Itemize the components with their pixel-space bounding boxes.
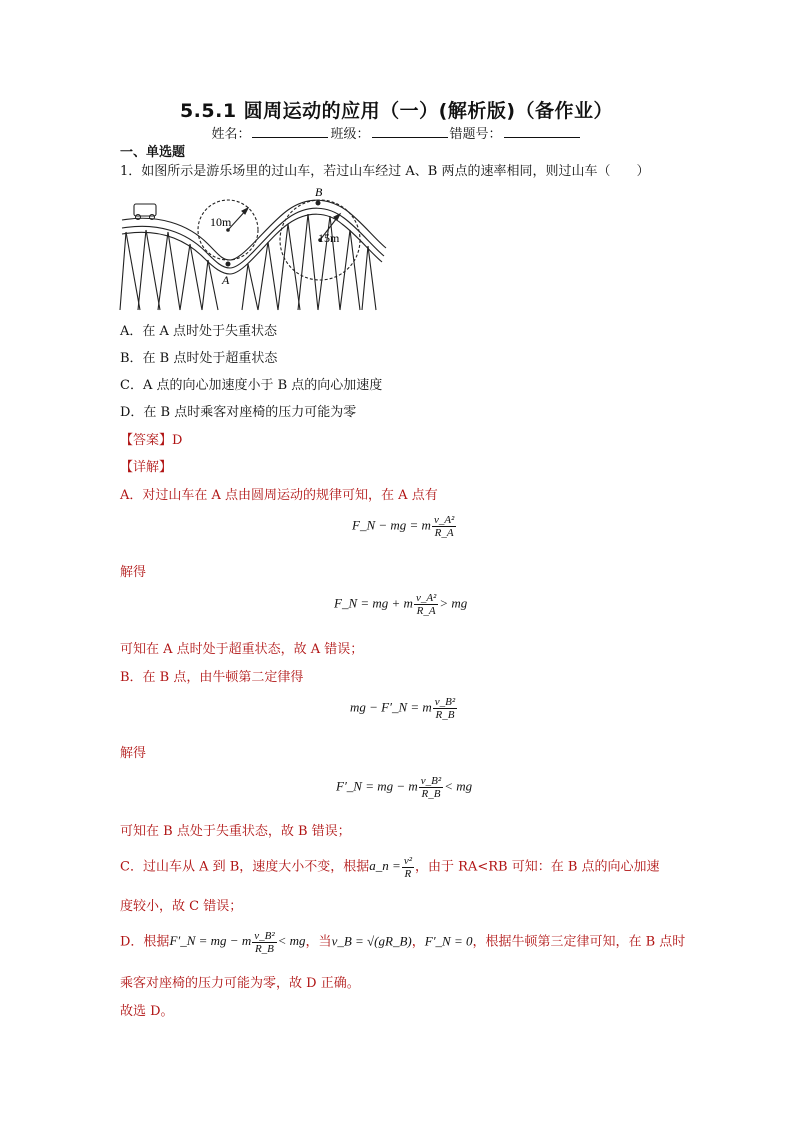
name-label: 姓名： [211, 127, 251, 142]
analysis-b-conclusion: 可知在 B 点处于失重状态，故 B 错误； [120, 824, 351, 839]
eq2-denominator: R_A [416, 605, 436, 617]
analysis-d-part3: ，根据牛顿第三定律可知，在 B 点时 [472, 934, 686, 950]
eq1-numerator: v_A² [433, 514, 455, 526]
student-info-line [0, 123, 793, 142]
final-answer: 故选 D。 [120, 1004, 174, 1019]
equation-3 [350, 696, 458, 721]
analysis-b-intro: B．在 B 点，由牛顿第二定律得 [120, 670, 304, 685]
eq3-denominator: R_B [435, 709, 455, 721]
d-formula-1-numerator: v_B² [254, 930, 275, 942]
eq4-rhs: < mg [444, 778, 473, 794]
solve-label-2: 解得 [120, 746, 147, 761]
radius-a-label: 10m [210, 215, 232, 229]
d-formula-3: F′_N = 0 [424, 933, 473, 949]
equation-1 [352, 514, 457, 539]
eq1-denominator: R_A [434, 527, 454, 539]
d-formula-2: v_B = √(gR_B) [331, 933, 412, 949]
eq3-lhs: mg − F′_N = m [350, 699, 432, 715]
analysis-a-intro: A．对过山车在 A 点由圆周运动的规律可知，在 A 点有 [120, 488, 438, 503]
analysis-d-part2: ，当 [305, 934, 332, 950]
eq4-lhs: F′_N = mg − m [336, 778, 418, 794]
d-formula-1-rhs: < mg [277, 933, 306, 949]
roller-coaster-figure [118, 184, 390, 312]
option-c: C．A 点的向心加速度小于 B 点的向心加速度 [120, 378, 383, 393]
class-label: 班级： [330, 127, 370, 142]
equation-2 [334, 592, 467, 617]
point-a-label: A [222, 273, 230, 287]
c-formula-denominator: R [404, 868, 412, 880]
wrong-number-label: 错题号： [449, 127, 502, 142]
option-d: D．在 B 点时乘客对座椅的压力可能为零 [120, 405, 357, 420]
eq4-denominator: R_B [421, 788, 441, 800]
analysis-c-part1: C．过山车从 A 到 B，速度大小不变，根据 [120, 859, 370, 875]
d-formula-1 [169, 930, 306, 955]
solve-label-1: 解得 [120, 565, 147, 580]
page-title: 5.5.1 圆周运动的应用（一）(解析版)（备作业） [179, 100, 614, 122]
answer-line: 【答案】D [120, 433, 183, 448]
eq2-numerator: v_A² [415, 592, 437, 604]
analysis-d-line: D．根据F′_N = mg − m $\frac{\text{v\_B²}}{R\_B}$ < mg，当v_B = √(gR_B)，F′_N = 0，根据牛顿第三定律可知，在 B 点时 [120, 930, 686, 955]
d-formula-1-lhs: F′_N = mg − m [169, 933, 252, 949]
d-formula-1-denominator: R_B [254, 943, 274, 955]
detail-label: 【详解】 [120, 460, 173, 475]
analysis-c-part3: 度较小，故 C 错误； [120, 899, 243, 914]
c-formula-lhs: a_n = [369, 858, 401, 874]
eq3-numerator: v_B² [434, 696, 456, 708]
section-heading: 一、单选题 [120, 145, 186, 160]
wrong-number-blank [504, 125, 580, 138]
c-formula-numerator: v² [403, 855, 413, 867]
eq2-lhs: F_N = mg + m [334, 595, 413, 611]
class-blank [372, 125, 448, 138]
option-a: A．在 A 点时处于失重状态 [120, 324, 278, 339]
eq1-lhs: F_N − mg = m [352, 517, 431, 533]
point-b-label: B [315, 185, 323, 199]
name-blank [252, 125, 328, 138]
c-formula [369, 855, 415, 880]
question-text: 1．如图所示是游乐场里的过山车，若过山车经过 A、B 两点的速率相同，则过山车（ ） [120, 164, 650, 179]
analysis-c-part2: ，由于 RA<RB 可知：在 B 点的向心加速 [415, 859, 660, 875]
analysis-d-part4: 乘客对座椅的压力可能为零，故 D 正确。 [120, 976, 360, 991]
eq4-numerator: v_B² [420, 775, 442, 787]
equation-4 [336, 775, 472, 800]
analysis-a-conclusion: 可知在 A 点时处于超重状态，故 A 错误； [120, 642, 364, 657]
analysis-c-line [120, 855, 660, 880]
option-b: B．在 B 点时处于超重状态 [120, 351, 278, 366]
radius-b-label: 15m [318, 231, 340, 245]
analysis-d-part1: D．根据 [120, 934, 170, 950]
eq2-rhs: > mg [439, 595, 468, 611]
